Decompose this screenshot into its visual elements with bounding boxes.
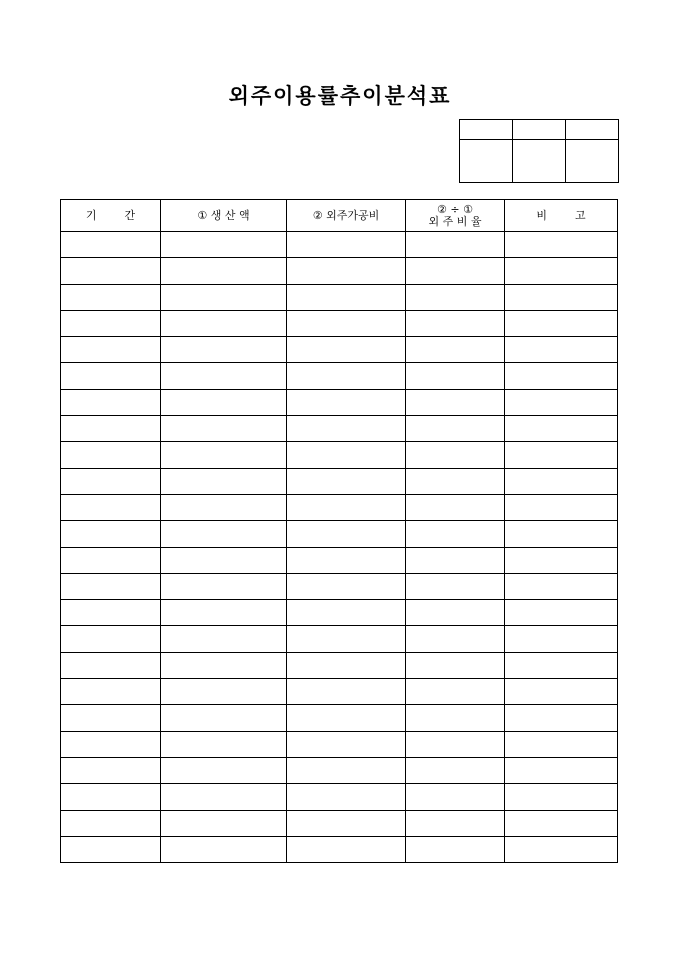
table-cell[interactable] <box>287 468 406 494</box>
table-cell[interactable] <box>505 600 618 626</box>
table-cell[interactable] <box>161 232 287 258</box>
table-cell[interactable] <box>505 705 618 731</box>
header-remarks: 비 고 <box>505 200 618 232</box>
table-row <box>61 810 618 836</box>
table-cell[interactable] <box>61 337 161 363</box>
header-period: 기 간 <box>61 200 161 232</box>
table-cell[interactable] <box>287 337 406 363</box>
table-cell[interactable] <box>406 573 505 599</box>
table-cell[interactable] <box>287 600 406 626</box>
table-cell[interactable] <box>61 310 161 336</box>
header-ratio-formula: ② ÷ ① <box>437 202 473 216</box>
table-cell[interactable] <box>505 547 618 573</box>
table-cell[interactable] <box>161 757 287 783</box>
table-cell[interactable] <box>505 258 618 284</box>
table-row <box>61 284 618 310</box>
table-cell[interactable] <box>406 757 505 783</box>
table-row <box>61 757 618 783</box>
table-body <box>61 232 618 863</box>
table-cell[interactable] <box>61 389 161 415</box>
table-cell[interactable] <box>505 521 618 547</box>
table-cell[interactable] <box>406 310 505 336</box>
table-cell[interactable] <box>406 784 505 810</box>
table-cell[interactable] <box>287 652 406 678</box>
table-cell[interactable] <box>287 232 406 258</box>
table-cell[interactable] <box>61 600 161 626</box>
approval-header-cell <box>513 120 566 140</box>
approval-box <box>459 119 619 183</box>
table-cell[interactable] <box>287 731 406 757</box>
table-cell[interactable] <box>161 679 287 705</box>
table-cell[interactable] <box>505 784 618 810</box>
table-cell[interactable] <box>406 521 505 547</box>
table-cell[interactable] <box>406 442 505 468</box>
approval-header-cell <box>566 120 619 140</box>
table-row <box>61 310 618 336</box>
table-cell[interactable] <box>161 258 287 284</box>
table-cell[interactable] <box>406 652 505 678</box>
table-cell[interactable] <box>505 389 618 415</box>
table-row <box>61 573 618 599</box>
table-cell[interactable] <box>406 705 505 731</box>
table-cell[interactable] <box>505 626 618 652</box>
table-cell[interactable] <box>406 731 505 757</box>
table-row <box>61 258 618 284</box>
table-cell[interactable] <box>287 363 406 389</box>
table-cell[interactable] <box>505 284 618 310</box>
table-cell[interactable] <box>161 626 287 652</box>
table-cell[interactable] <box>406 337 505 363</box>
header-production-amount: ① 생 산 액 <box>161 200 287 232</box>
table-cell[interactable] <box>161 705 287 731</box>
table-cell[interactable] <box>505 363 618 389</box>
table-cell[interactable] <box>287 784 406 810</box>
analysis-table <box>60 199 618 863</box>
approval-sign-cell <box>566 140 619 183</box>
table-cell[interactable] <box>287 389 406 415</box>
table-cell[interactable] <box>61 521 161 547</box>
table-cell[interactable] <box>505 442 618 468</box>
table-cell[interactable] <box>406 232 505 258</box>
approval-sign-cell <box>460 140 513 183</box>
table-cell[interactable] <box>287 757 406 783</box>
table-cell[interactable] <box>61 232 161 258</box>
table-cell[interactable] <box>406 679 505 705</box>
table-cell[interactable] <box>161 652 287 678</box>
approval-sign-cell <box>513 140 566 183</box>
table-cell[interactable] <box>161 573 287 599</box>
approval-header-cell <box>460 120 513 140</box>
table-cell[interactable] <box>505 468 618 494</box>
table-cell[interactable] <box>161 310 287 336</box>
table-cell[interactable] <box>161 363 287 389</box>
table-cell[interactable] <box>406 547 505 573</box>
table-cell[interactable] <box>406 494 505 520</box>
table-cell[interactable] <box>505 679 618 705</box>
table-cell[interactable] <box>505 416 618 442</box>
table-cell[interactable] <box>406 810 505 836</box>
page-title: 외주이용률추이분석표 <box>228 83 452 108</box>
table-cell[interactable] <box>61 757 161 783</box>
table-row <box>61 705 618 731</box>
table-cell[interactable] <box>287 573 406 599</box>
table-cell[interactable] <box>505 232 618 258</box>
table-cell[interactable] <box>161 547 287 573</box>
table-cell[interactable] <box>287 442 406 468</box>
table-cell[interactable] <box>406 258 505 284</box>
table-cell[interactable] <box>161 521 287 547</box>
table-cell[interactable] <box>161 337 287 363</box>
table-cell[interactable] <box>61 494 161 520</box>
table-cell[interactable] <box>161 731 287 757</box>
table-cell[interactable] <box>406 626 505 652</box>
table-cell[interactable] <box>505 810 618 836</box>
table-cell[interactable] <box>505 494 618 520</box>
table-cell[interactable] <box>161 810 287 836</box>
table-cell[interactable] <box>61 284 161 310</box>
table-row <box>61 389 618 415</box>
table-cell[interactable] <box>161 468 287 494</box>
table-row <box>61 626 618 652</box>
table-cell[interactable] <box>287 310 406 336</box>
table-cell[interactable] <box>61 626 161 652</box>
table-cell[interactable] <box>287 836 406 862</box>
table-cell[interactable] <box>287 416 406 442</box>
table-cell[interactable] <box>505 337 618 363</box>
table-cell[interactable] <box>287 547 406 573</box>
table-row <box>61 836 618 862</box>
table-cell[interactable] <box>61 810 161 836</box>
table-cell[interactable] <box>406 284 505 310</box>
table-cell[interactable] <box>161 836 287 862</box>
table-cell[interactable] <box>505 757 618 783</box>
table-cell[interactable] <box>287 258 406 284</box>
table-cell[interactable] <box>505 836 618 862</box>
table-cell[interactable] <box>161 284 287 310</box>
header-ratio-label: 외 주 비 율 <box>428 214 482 228</box>
table-cell[interactable] <box>406 600 505 626</box>
table-cell[interactable] <box>61 705 161 731</box>
table-cell[interactable] <box>61 784 161 810</box>
table-cell[interactable] <box>287 494 406 520</box>
table-row <box>61 784 618 810</box>
table-cell[interactable] <box>61 442 161 468</box>
table-cell[interactable] <box>161 442 287 468</box>
table-cell[interactable] <box>406 389 505 415</box>
table-cell[interactable] <box>61 258 161 284</box>
table-cell[interactable] <box>61 468 161 494</box>
table-cell[interactable] <box>61 679 161 705</box>
table-row <box>61 521 618 547</box>
table-cell[interactable] <box>61 836 161 862</box>
table-header-row <box>61 200 618 232</box>
table-row <box>61 232 618 258</box>
table-row <box>61 494 618 520</box>
table-cell[interactable] <box>61 416 161 442</box>
table-cell[interactable] <box>287 810 406 836</box>
table-cell[interactable] <box>406 836 505 862</box>
table-cell[interactable] <box>287 626 406 652</box>
table-cell[interactable] <box>161 416 287 442</box>
table-cell[interactable] <box>287 679 406 705</box>
table-cell[interactable] <box>61 363 161 389</box>
table-row <box>61 679 618 705</box>
table-row <box>61 468 618 494</box>
table-cell[interactable] <box>161 600 287 626</box>
table-cell[interactable] <box>406 416 505 442</box>
table-row <box>61 731 618 757</box>
header-outsourcing-ratio <box>406 200 505 232</box>
table-cell[interactable] <box>61 547 161 573</box>
table-cell[interactable] <box>505 310 618 336</box>
table-row <box>61 652 618 678</box>
table-row <box>61 600 618 626</box>
table-cell[interactable] <box>61 573 161 599</box>
table-cell[interactable] <box>406 468 505 494</box>
table-cell[interactable] <box>287 284 406 310</box>
table-cell[interactable] <box>61 731 161 757</box>
table-cell[interactable] <box>406 363 505 389</box>
table-cell[interactable] <box>287 521 406 547</box>
table-cell[interactable] <box>161 389 287 415</box>
table-row <box>61 337 618 363</box>
table-cell[interactable] <box>61 652 161 678</box>
header-outsourcing-cost: ② 외주가공비 <box>287 200 406 232</box>
table-row <box>61 547 618 573</box>
table-cell[interactable] <box>505 573 618 599</box>
table-cell[interactable] <box>161 494 287 520</box>
table-row <box>61 416 618 442</box>
table-cell[interactable] <box>505 731 618 757</box>
table-row <box>61 442 618 468</box>
table-cell[interactable] <box>161 784 287 810</box>
table-row <box>61 363 618 389</box>
table-cell[interactable] <box>287 705 406 731</box>
table-cell[interactable] <box>505 652 618 678</box>
